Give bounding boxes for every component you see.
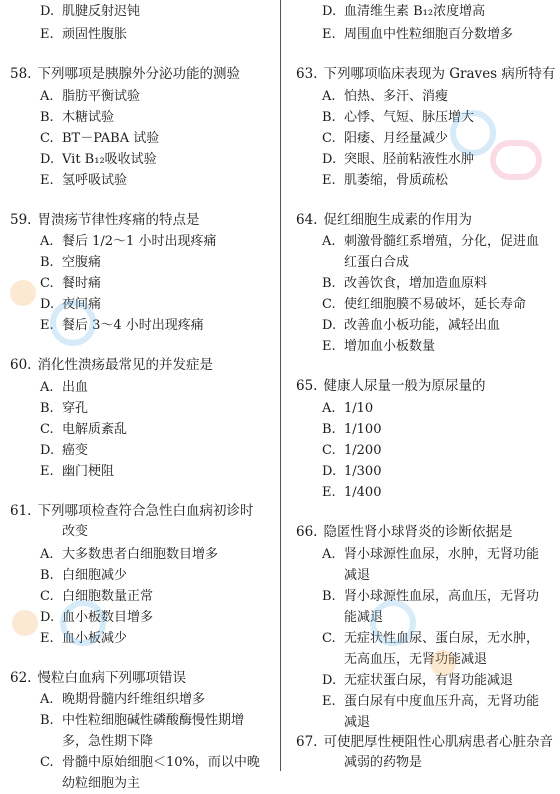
question-59 bbox=[10, 210, 199, 230]
option-text: 蛋白尿有中度血压升高，无肾功能 bbox=[344, 694, 540, 709]
option-letter: E. bbox=[322, 27, 336, 42]
option-e bbox=[322, 337, 435, 357]
option-text: Vit B₁₂吸收试验 bbox=[62, 152, 157, 167]
option-letter: C. bbox=[322, 443, 336, 458]
option-letter: C. bbox=[40, 589, 54, 604]
option-text: 改善血小板功能，减轻出血 bbox=[344, 318, 501, 333]
option-e bbox=[40, 171, 127, 191]
continuation-text: 改变 bbox=[62, 524, 89, 539]
question-number: 67. bbox=[296, 734, 318, 750]
question-number: 61. bbox=[10, 503, 32, 519]
option-c bbox=[322, 629, 539, 649]
column-divider bbox=[280, 0, 281, 771]
option-text: 大多数患者白细胞数目增多 bbox=[62, 547, 219, 562]
option-text: 肌萎缩，骨质疏松 bbox=[344, 173, 449, 188]
option-e bbox=[40, 316, 204, 336]
option-d bbox=[40, 2, 140, 22]
option-letter: B. bbox=[40, 110, 54, 125]
option-b bbox=[322, 108, 474, 128]
question-64 bbox=[296, 210, 472, 230]
option-letter: A. bbox=[322, 234, 336, 249]
option-letter: B. bbox=[40, 568, 54, 583]
option-text: 白细胞数量正常 bbox=[62, 589, 154, 604]
option-text: 周围血中性粒细胞百分数增多 bbox=[344, 27, 514, 42]
option-text: 血小板减少 bbox=[62, 631, 128, 646]
option-c bbox=[322, 129, 448, 149]
option-letter: A. bbox=[322, 401, 336, 416]
option-d bbox=[40, 608, 153, 628]
question-number: 65. bbox=[296, 378, 318, 394]
continuation-text: 减退 bbox=[344, 715, 371, 730]
option-a bbox=[40, 378, 88, 398]
question-text: 消化性溃疡最常见的并发症是 bbox=[37, 357, 213, 373]
option-letter: A. bbox=[40, 692, 54, 707]
option-d bbox=[40, 295, 101, 315]
option-text: 电解质紊乱 bbox=[62, 422, 128, 437]
option-a bbox=[322, 399, 373, 419]
option-letter: A. bbox=[40, 380, 54, 395]
option-text: 餐后 3～4 小时出现疼痛 bbox=[62, 318, 204, 333]
option-text: 1/300 bbox=[344, 464, 382, 479]
question-text: 下列哪项检查符合急性白血病初诊时 bbox=[37, 503, 254, 519]
continuation-text: 多，急性期下降 bbox=[62, 734, 154, 749]
option-letter: D. bbox=[322, 4, 337, 19]
option-text: 1/200 bbox=[344, 443, 382, 458]
option-letter: A. bbox=[40, 234, 54, 249]
option-b bbox=[322, 587, 539, 607]
option-letter: E. bbox=[40, 631, 54, 646]
option-text: 餐时痛 bbox=[62, 276, 102, 291]
option-letter: D. bbox=[322, 464, 337, 479]
option-e bbox=[40, 462, 114, 482]
option-c bbox=[40, 587, 153, 607]
option-c bbox=[40, 420, 127, 440]
option-text: 脂肪平衡试验 bbox=[62, 89, 141, 104]
option-d bbox=[322, 150, 474, 170]
option-letter: B. bbox=[322, 589, 336, 604]
option-text: 肌腱反射迟钝 bbox=[62, 4, 141, 19]
option-b bbox=[40, 711, 244, 731]
option-text: 增加血小板数量 bbox=[344, 339, 436, 354]
option-text: 血清维生素 B₁₂浓度增高 bbox=[344, 4, 486, 19]
question-number: 60. bbox=[10, 357, 32, 373]
option-letter: E. bbox=[322, 339, 336, 354]
question-65 bbox=[296, 376, 485, 396]
option-b bbox=[40, 566, 127, 586]
option-text: 空腹痛 bbox=[62, 255, 102, 270]
option-letter: D. bbox=[40, 152, 55, 167]
option-letter: E. bbox=[322, 694, 336, 709]
option-letter: A. bbox=[322, 89, 336, 104]
option-letter: C. bbox=[40, 131, 54, 146]
option-letter: A. bbox=[40, 89, 54, 104]
option-e bbox=[322, 483, 381, 503]
option-letter: C. bbox=[322, 631, 336, 646]
option-text: 血小板数目增多 bbox=[62, 610, 154, 625]
option-letter: D. bbox=[322, 152, 337, 167]
continuation-text: 无高血压，无肾功能减退 bbox=[344, 652, 488, 667]
option-d bbox=[322, 671, 513, 691]
option-text: 改善饮食，增加造血原料 bbox=[344, 276, 488, 291]
continuation-text: 能减退 bbox=[344, 610, 384, 625]
question-text: 健康人尿量一般为原尿量的 bbox=[323, 378, 486, 394]
option-letter: D. bbox=[40, 443, 55, 458]
option-text: 夜间痛 bbox=[62, 297, 102, 312]
option-letter: E. bbox=[40, 27, 54, 42]
question-number: 62. bbox=[10, 670, 32, 686]
question-text: 隐匿性肾小球肾炎的诊断依据是 bbox=[323, 524, 513, 540]
option-text: BT－PABA 试验 bbox=[62, 131, 160, 146]
continuation-text: 红蛋白合成 bbox=[344, 255, 410, 270]
option-c bbox=[322, 295, 526, 315]
option-text: 1/100 bbox=[344, 422, 382, 437]
question-number: 63. bbox=[296, 66, 318, 82]
option-letter: A. bbox=[40, 547, 54, 562]
option-c bbox=[40, 129, 159, 149]
continuation-text: 幼粒细胞为主 bbox=[62, 776, 141, 791]
option-text: 阳痿、月经量减少 bbox=[344, 131, 449, 146]
option-letter: C. bbox=[40, 422, 54, 437]
option-text: 晚期骨髓内纤维组织增多 bbox=[62, 692, 206, 707]
option-a bbox=[322, 232, 539, 252]
option-letter: B. bbox=[322, 422, 336, 437]
option-d bbox=[40, 150, 157, 170]
option-b bbox=[40, 399, 88, 419]
question-67 bbox=[296, 732, 553, 752]
option-letter: D. bbox=[40, 4, 55, 19]
option-e bbox=[322, 692, 539, 712]
question-text: 促红细胞生成素的作用为 bbox=[323, 212, 472, 228]
option-letter: D. bbox=[322, 673, 337, 688]
option-text: 使红细胞膜不易破坏，延长寿命 bbox=[344, 297, 527, 312]
question-number: 59. bbox=[10, 212, 32, 228]
option-b bbox=[322, 274, 487, 294]
option-letter: C. bbox=[322, 297, 336, 312]
option-text: 心悸、气短、脉压增大 bbox=[344, 110, 475, 125]
option-a bbox=[322, 545, 539, 565]
option-letter: B. bbox=[40, 255, 54, 270]
option-letter: B. bbox=[40, 713, 54, 728]
option-letter: E. bbox=[40, 318, 54, 333]
option-c bbox=[322, 441, 381, 461]
option-letter: B. bbox=[40, 401, 54, 416]
option-text: 骨髓中原始细胞＜10%，而以中晚 bbox=[62, 755, 260, 770]
option-c bbox=[40, 753, 260, 773]
question-text: 下列哪项临床表现为 Graves 病所特有 bbox=[323, 66, 556, 82]
question-text: 可使肥厚性梗阻性心肌病患者心脏杂音 bbox=[323, 734, 553, 750]
option-text: 氢呼吸试验 bbox=[62, 173, 128, 188]
continuation-text: 减弱的药物是 bbox=[344, 755, 423, 770]
option-d bbox=[322, 316, 500, 336]
option-a bbox=[40, 87, 140, 107]
option-text: 肾小球源性血尿，高血压，无肾功 bbox=[344, 589, 540, 604]
option-a bbox=[322, 87, 448, 107]
option-e bbox=[322, 171, 448, 191]
option-text: 癌变 bbox=[62, 443, 89, 458]
option-a bbox=[40, 690, 205, 710]
option-c bbox=[40, 274, 101, 294]
question-text: 下列哪项是胰腺外分泌功能的测验 bbox=[37, 66, 240, 82]
option-text: 1/10 bbox=[344, 401, 374, 416]
question-text: 慢粒白血病下列哪项错误 bbox=[37, 670, 186, 686]
option-letter: C. bbox=[40, 755, 54, 770]
option-e bbox=[40, 25, 127, 45]
question-60 bbox=[10, 355, 213, 375]
option-text: 刺激骨髓红系增殖，分化，促进血 bbox=[344, 234, 540, 249]
option-a bbox=[40, 232, 216, 252]
option-b bbox=[40, 253, 101, 273]
question-text: 胃溃疡节律性疼痛的特点是 bbox=[37, 212, 200, 228]
continuation-text: 减退 bbox=[344, 568, 371, 583]
option-letter: E. bbox=[322, 485, 336, 500]
option-text: 无症状性血尿、蛋白尿，无水肿， bbox=[344, 631, 540, 646]
option-letter: E. bbox=[40, 173, 54, 188]
option-letter: D. bbox=[40, 610, 55, 625]
option-letter: A. bbox=[322, 547, 336, 562]
option-b bbox=[322, 420, 381, 440]
option-e bbox=[40, 629, 127, 649]
option-text: 白细胞减少 bbox=[62, 568, 128, 583]
option-text: 幽门梗阻 bbox=[62, 464, 115, 479]
question-number: 66. bbox=[296, 524, 318, 540]
question-number: 58. bbox=[10, 66, 32, 82]
option-letter: D. bbox=[40, 297, 55, 312]
option-letter: C. bbox=[40, 276, 54, 291]
option-letter: B. bbox=[322, 110, 336, 125]
option-text: 肾小球源性血尿，水肿，无肾功能 bbox=[344, 547, 540, 562]
option-letter: C. bbox=[322, 131, 336, 146]
option-a bbox=[40, 545, 218, 565]
option-text: 顽固性腹胀 bbox=[62, 27, 128, 42]
option-d bbox=[322, 2, 485, 22]
option-text: 无症状蛋白尿，有肾功能减退 bbox=[344, 673, 514, 688]
option-letter: E. bbox=[322, 173, 336, 188]
option-e bbox=[322, 25, 513, 45]
option-letter: D. bbox=[322, 318, 337, 333]
question-58 bbox=[10, 64, 240, 84]
option-d bbox=[40, 441, 88, 461]
option-text: 穿孔 bbox=[62, 401, 89, 416]
option-b bbox=[40, 108, 114, 128]
option-text: 1/400 bbox=[344, 485, 382, 500]
option-text: 出血 bbox=[62, 380, 89, 395]
option-text: 中性粒细胞碱性磷酸酶慢性期增 bbox=[62, 713, 245, 728]
option-text: 木糖试验 bbox=[62, 110, 115, 125]
question-61 bbox=[10, 501, 253, 521]
option-text: 餐后 1/2～1 小时出现疼痛 bbox=[62, 234, 217, 249]
question-62 bbox=[10, 668, 186, 688]
question-63 bbox=[296, 64, 555, 84]
option-d bbox=[322, 462, 381, 482]
option-letter: B. bbox=[322, 276, 336, 291]
option-letter: E. bbox=[40, 464, 54, 479]
question-66 bbox=[296, 522, 512, 542]
question-number: 64. bbox=[296, 212, 318, 228]
option-text: 突眼、胫前粘液性水肿 bbox=[344, 152, 475, 167]
option-text: 怕热、多汗、消瘦 bbox=[344, 89, 449, 104]
